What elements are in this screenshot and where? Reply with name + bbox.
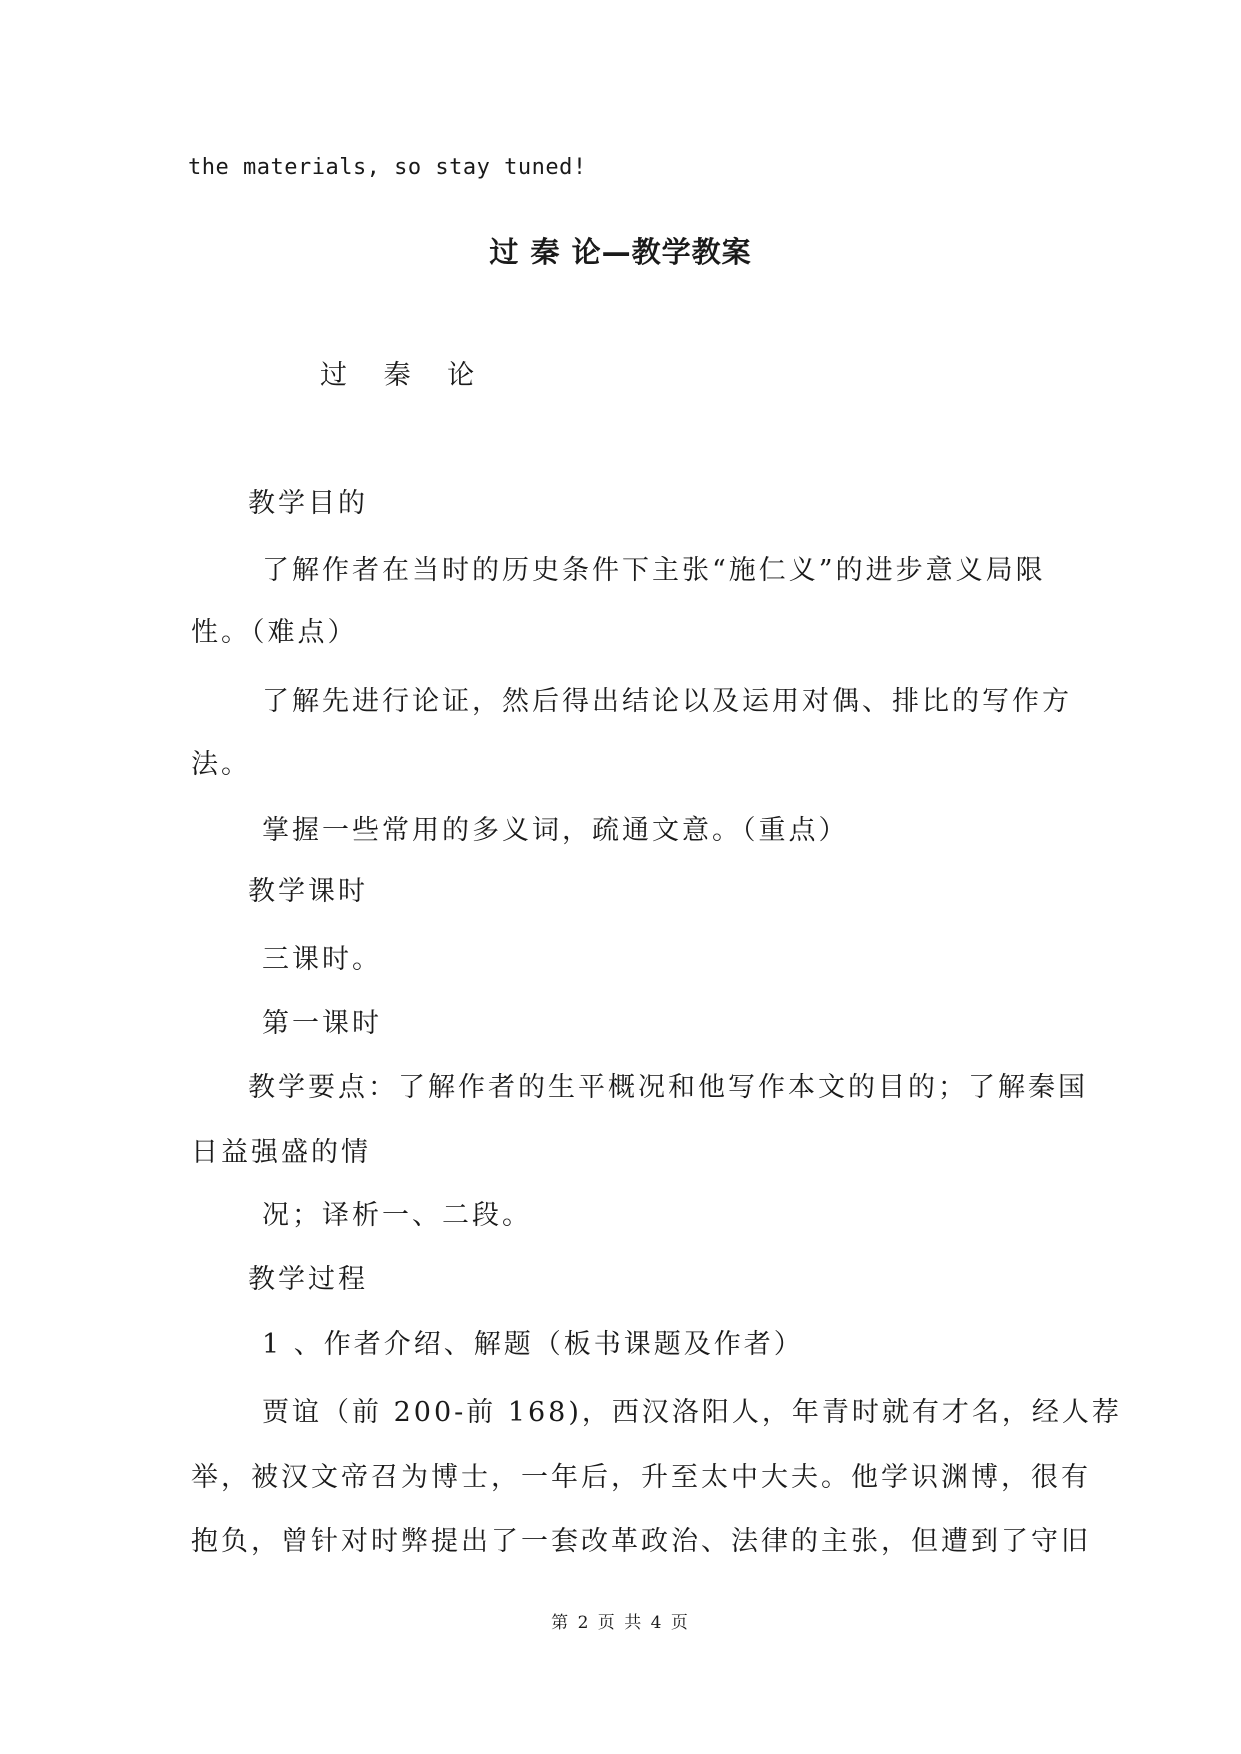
paragraph-line: 了解先进行论证，然后得出结论以及运用对偶、排比的写作方 <box>262 686 1072 717</box>
paragraph-line: 了解作者在当时的历史条件下主张“施仁义”的进步意义局限 <box>262 555 1046 586</box>
section-heading-process: 教学过程 <box>248 1264 368 1295</box>
paragraph-line: 举，被汉文帝召为博士，一年后，升至太中大夫。他学识渊博，很有 <box>191 1462 1091 1493</box>
paragraph-line: 况；译析一、二段。 <box>262 1200 532 1231</box>
page-footer: 第 2 页 共 4 页 <box>551 1613 690 1633</box>
paragraph-line: 三课时。 <box>262 944 382 975</box>
paragraph-line: 教学要点：了解作者的生平概况和他写作本文的目的；了解秦国 <box>248 1072 1088 1103</box>
paragraph-line: 性。（难点） <box>191 617 358 648</box>
paragraph-line: 1 、作者介绍、解题（板书课题及作者） <box>262 1329 804 1360</box>
paragraph-line: 抱负，曾针对时弊提出了一套改革政治、法律的主张，但遭到了守旧 <box>191 1526 1091 1557</box>
document-title: 过 秦 论—教学教案 <box>489 235 752 269</box>
paragraph-line: 法。 <box>191 749 251 780</box>
section-heading-first-lesson: 第一课时 <box>262 1008 382 1039</box>
section-heading-objectives: 教学目的 <box>248 488 368 519</box>
paragraph-line: 日益强盛的情 <box>191 1137 371 1168</box>
paragraph-line: 掌握一些常用的多义词，疏通文意。（重点） <box>262 815 849 846</box>
subtitle: 过 秦 论 <box>320 360 489 391</box>
section-heading-hours: 教学课时 <box>248 876 368 907</box>
intro-line: the materials, so stay tuned! <box>188 155 587 180</box>
paragraph-line: 贾谊（前 200-前 168)，西汉洛阳人，年青时就有才名，经人荐 <box>262 1397 1122 1428</box>
